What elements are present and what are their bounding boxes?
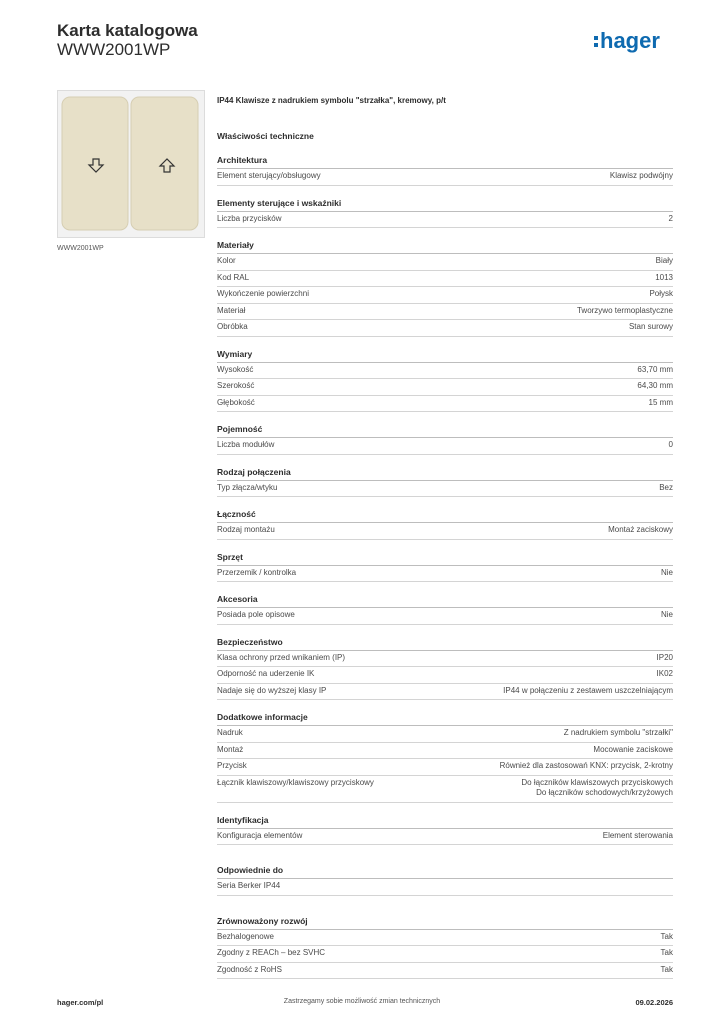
- spec-label: Posiada pole opisowe: [217, 610, 295, 619]
- spec-row: [217, 963, 673, 980]
- spec-value-line: Nie: [660, 610, 673, 619]
- spec-value-line: Klawisz podwójny: [609, 171, 673, 180]
- spec-section: [217, 198, 673, 229]
- spec-section: [217, 552, 673, 583]
- spec-value-line: Do łączników klawiszowych przyciskowych: [521, 777, 673, 787]
- spec-section: [217, 712, 673, 803]
- section-title: Materiały: [217, 240, 673, 254]
- spec-row: [217, 271, 673, 288]
- spec-label: Zgodny z REACh – bez SVHC: [217, 948, 326, 957]
- section-title: Elementy sterujące i wskaźniki: [217, 198, 673, 212]
- spec-content: [217, 96, 673, 991]
- spec-value: [657, 653, 673, 664]
- spec-row: [217, 776, 673, 803]
- spec-label: Liczba modułów: [217, 440, 275, 449]
- spec-value: [593, 745, 673, 756]
- spec-value-line: Do łączników schodowych/krzyżowych: [536, 788, 673, 797]
- spec-value: [661, 568, 673, 579]
- spec-row: [217, 287, 673, 304]
- spec-value-line: 64,30 mm: [637, 381, 673, 390]
- spec-value-line: IK02: [656, 669, 673, 678]
- spec-value: [669, 440, 673, 451]
- spec-row: [217, 379, 673, 396]
- product-description: IP44 Klawisze z nadrukiem symbolu "strzałka", kremowy, p/t: [217, 96, 446, 105]
- spec-value-line: Tak: [660, 931, 673, 941]
- spec-label: Wykończenie powierzchni: [217, 289, 309, 298]
- spec-sections: [217, 155, 673, 979]
- spec-label: Konfiguracja elementów: [217, 830, 303, 840]
- spec-label: Wysokość: [217, 364, 254, 374]
- section-title: Zrównoważony rozwój: [217, 916, 673, 930]
- spec-value-line: IP44 w połączeniu z zestawem uszczelniającym: [503, 685, 673, 695]
- logo-text: hager: [600, 28, 660, 53]
- spec-label: Głębokość: [217, 397, 255, 407]
- section-title: Pojemność: [217, 424, 673, 438]
- spec-label: Nadaje się do wyższej klasy IP: [217, 685, 327, 695]
- spec-value: [661, 948, 673, 959]
- hager-logo: [592, 28, 676, 58]
- spec-section: [217, 865, 673, 896]
- spec-label: Łącznik klawiszowy/klawiszowy przyciskowy: [217, 777, 374, 787]
- spec-value-line: Tak: [660, 948, 673, 957]
- spec-value-line: 1013: [655, 272, 673, 282]
- spec-row: [217, 829, 673, 846]
- spec-value-line: Mocowanie zaciskowe: [593, 744, 673, 754]
- spec-value: [521, 778, 673, 799]
- spec-label: Seria Berker IP44: [217, 881, 281, 890]
- spec-value: [655, 273, 673, 284]
- spec-value: [564, 728, 673, 739]
- spec-section: [217, 240, 673, 337]
- spec-section: [217, 424, 673, 455]
- spec-row: [217, 930, 673, 947]
- spec-value-line: Bez: [659, 482, 673, 492]
- spec-row: [217, 396, 673, 413]
- product-code: WWW2001WP: [57, 40, 171, 59]
- spec-value: [637, 365, 673, 376]
- spec-row: [217, 759, 673, 776]
- spec-label: Rodzaj montażu: [217, 525, 275, 534]
- spec-value-line: Element sterowania: [602, 830, 673, 840]
- spec-label: Szerokość: [217, 381, 255, 390]
- spec-value: [657, 669, 673, 680]
- document-title: Karta katalogowa: [57, 21, 198, 40]
- spec-section: [217, 594, 673, 625]
- spec-label: Kod RAL: [217, 272, 250, 282]
- spec-value-line: Z nadrukiem symbolu "strzałki": [563, 728, 673, 737]
- spec-value: [610, 171, 673, 182]
- section-title: Dodatkowe informacje: [217, 712, 673, 726]
- spec-value: [661, 965, 673, 976]
- spec-label: Zgodność z RoHS: [217, 964, 282, 974]
- spec-row: [217, 651, 673, 668]
- spec-label: Element sterujący/obsługowy: [217, 171, 321, 180]
- spec-section: [217, 349, 673, 413]
- spec-row: [217, 523, 673, 540]
- technical-properties-heading: Właściwości techniczne: [217, 131, 314, 141]
- spec-row: [217, 726, 673, 743]
- spec-row: [217, 608, 673, 625]
- spec-value-line: 0: [668, 440, 673, 449]
- spec-value: [608, 525, 673, 536]
- section-title: Odpowiednie do: [217, 865, 673, 879]
- spec-label: Liczba przycisków: [217, 213, 282, 223]
- footer-website: hager.com/pl: [57, 998, 104, 1007]
- spec-value: [649, 289, 673, 300]
- spec-row: [217, 667, 673, 684]
- spec-row: [217, 320, 673, 337]
- spec-value: [577, 306, 673, 317]
- spec-value: [656, 256, 673, 267]
- spec-value-line: 15 mm: [648, 397, 673, 407]
- spec-row: [217, 254, 673, 271]
- spec-value-line: Również dla zastosowań KNX: przycisk, 2-krotny: [499, 761, 673, 770]
- spec-row: [217, 304, 673, 321]
- spec-value-line: 63,70 mm: [637, 364, 673, 374]
- spec-row: [217, 212, 673, 229]
- spec-value: [661, 610, 673, 621]
- spec-label: Kolor: [217, 256, 236, 265]
- spec-section: [217, 637, 673, 701]
- section-title: Bezpieczeństwo: [217, 637, 673, 651]
- spec-label: Klasa ochrony przed wnikaniem (IP): [217, 652, 346, 662]
- spec-value: [669, 214, 673, 225]
- spec-row: [217, 566, 673, 583]
- spec-value: [503, 686, 673, 697]
- spec-row: [217, 743, 673, 760]
- spec-label: Obróbka: [217, 322, 248, 331]
- spec-section: [217, 916, 673, 980]
- spec-row: [217, 481, 673, 498]
- section-title: Identyfikacja: [217, 815, 673, 829]
- spec-value: [500, 761, 673, 772]
- spec-value-line: Nie: [660, 567, 673, 577]
- spec-label: Przerzemik / kontrolka: [217, 567, 297, 577]
- spec-row: [217, 946, 673, 963]
- section-title: Rodzaj połączenia: [217, 467, 673, 481]
- spec-value: [659, 483, 673, 494]
- spec-value: [603, 831, 673, 842]
- section-title: Łączność: [217, 509, 673, 523]
- spec-value: [661, 932, 673, 943]
- product-image: [57, 90, 205, 238]
- spec-value-line: Montaż zaciskowy: [608, 525, 673, 534]
- footer-date: 09.02.2026: [635, 998, 673, 1007]
- spec-row: [217, 879, 673, 896]
- spec-value-line: Tak: [660, 964, 673, 974]
- spec-value-line: Stan surowy: [628, 322, 673, 331]
- spec-value: [649, 398, 673, 409]
- spec-row: [217, 438, 673, 455]
- spec-row: [217, 363, 673, 380]
- spec-value: [637, 381, 673, 392]
- spec-label: Bezhalogenowe: [217, 931, 274, 941]
- spec-section: [217, 815, 673, 846]
- section-title: Sprzęt: [217, 552, 673, 566]
- section-title: Wymiary: [217, 349, 673, 363]
- image-caption: WWW2001WP: [57, 245, 104, 252]
- spec-label: Odporność na uderzenie IK: [217, 669, 315, 678]
- spec-value: [629, 322, 673, 333]
- spec-label: Typ złącza/wtyku: [217, 482, 278, 492]
- spec-label: Montaż: [217, 744, 244, 754]
- spec-value-line: IP20: [656, 652, 673, 662]
- footer-disclaimer: Zastrzegamy sobie możliwość zmian technicznych: [283, 998, 441, 1005]
- spec-value-line: Połysk: [649, 289, 673, 298]
- spec-label: Przycisk: [217, 761, 247, 770]
- spec-value-line: Tworzywo termoplastyczne: [576, 305, 673, 315]
- spec-value-line: Biały: [655, 256, 673, 265]
- spec-label: Nadruk: [217, 728, 243, 737]
- spec-section: [217, 509, 673, 540]
- spec-value-line: 2: [668, 213, 673, 223]
- spec-section: [217, 467, 673, 498]
- spec-row: [217, 169, 673, 186]
- section-title: Akcesoria: [217, 594, 673, 608]
- spec-row: [217, 684, 673, 701]
- spec-section: [217, 155, 673, 186]
- section-title: Architektura: [217, 155, 673, 169]
- spec-label: Materiał: [217, 305, 246, 315]
